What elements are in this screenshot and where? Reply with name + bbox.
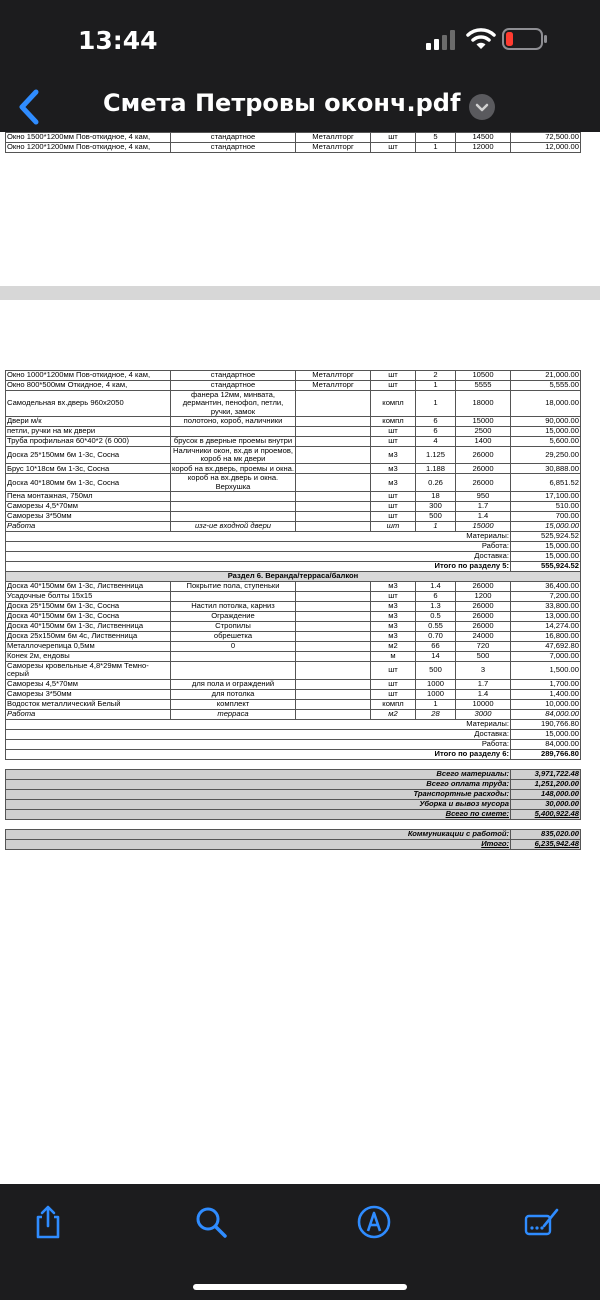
total-value: 3,971,722.48	[511, 769, 581, 779]
table-cell: 18000	[456, 391, 511, 417]
summary-label: Материалы:	[6, 719, 511, 729]
table-cell: 30,888.00	[511, 464, 581, 474]
table-cell	[296, 474, 371, 492]
table-cell	[296, 391, 371, 417]
table-cell: Настил потолка, карниз	[171, 602, 296, 612]
table-cell: фанера 12мм, минвата, дермантин, пенофол, петли, ручки, замок	[171, 391, 296, 417]
table-cell: 24000	[456, 632, 511, 642]
table-cell: м3	[371, 632, 416, 642]
table-cell: 1.7	[456, 502, 511, 512]
table-cell: 1.125	[416, 446, 456, 464]
table-cell: м3	[371, 446, 416, 464]
total-row	[6, 829, 581, 839]
table-cell: 26000	[456, 622, 511, 632]
table-row	[6, 632, 581, 642]
table-cell: 10000	[456, 699, 511, 709]
table-cell: шт	[371, 133, 416, 143]
table-cell: 500	[416, 512, 456, 522]
table-cell: 36,400.00	[511, 582, 581, 592]
table-cell: 1,500.00	[511, 662, 581, 680]
summary-row	[6, 562, 581, 572]
table-cell	[296, 689, 371, 699]
table-cell: 1.3	[416, 602, 456, 612]
total-row	[6, 789, 581, 799]
table-cell: Металлторг	[296, 133, 371, 143]
table-cell: шт	[371, 436, 416, 446]
table-row	[6, 446, 581, 464]
table-cell	[296, 426, 371, 436]
table-cell: 5,555.00	[511, 381, 581, 391]
table-cell: 5555	[456, 381, 511, 391]
table-cell: м3	[371, 622, 416, 632]
table-cell: шт	[371, 381, 416, 391]
table-cell	[296, 612, 371, 622]
table-cell: Труба профильная 60*40*2 (6 000)	[6, 436, 171, 446]
total-label: Всего по смете:	[6, 809, 511, 819]
table-cell: терраса	[171, 709, 296, 719]
table-cell: 1.188	[416, 464, 456, 474]
table-cell: 510.00	[511, 502, 581, 512]
table-cell: Ограждение	[171, 612, 296, 622]
table-cell: 2	[416, 371, 456, 381]
table-cell: 1400	[456, 436, 511, 446]
table-cell: 5	[416, 133, 456, 143]
table-row	[6, 492, 581, 502]
table-cell: 7,000.00	[511, 652, 581, 662]
table-cell: 300	[416, 502, 456, 512]
table-cell: шт	[371, 502, 416, 512]
table-row	[6, 709, 581, 719]
table-cell: 33,800.00	[511, 602, 581, 612]
table-cell	[296, 699, 371, 709]
table-cell: компл	[371, 699, 416, 709]
table-cell	[296, 592, 371, 602]
table-cell: Металлторг	[296, 381, 371, 391]
table-cell: 26000	[456, 464, 511, 474]
table-row	[6, 512, 581, 522]
table-cell: Металлочерепица 0,5мм	[6, 642, 171, 652]
table-cell: компл	[371, 416, 416, 426]
table-cell: Стропилы	[171, 622, 296, 632]
table-cell: петли, ручки на мк двери	[6, 426, 171, 436]
table-cell: 1,700.00	[511, 679, 581, 689]
table-cell: 10500	[456, 371, 511, 381]
table-cell: м	[371, 652, 416, 662]
table-row	[6, 464, 581, 474]
back-chevron-icon[interactable]	[14, 88, 44, 126]
table-cell: м3	[371, 582, 416, 592]
page-gap	[0, 286, 600, 300]
table-cell: м3	[371, 464, 416, 474]
table-cell: Наличники окон, вх.дв и проемов, короб на мк двери	[171, 446, 296, 464]
total-label: Всего материалы:	[6, 769, 511, 779]
table-cell: 1000	[416, 679, 456, 689]
table-cell: Окно 1000*1200мм Пов-откидное, 4 кам,	[6, 371, 171, 381]
table-cell: 1	[416, 391, 456, 417]
table-cell: 15000	[456, 522, 511, 532]
wifi-icon	[466, 27, 496, 51]
table-cell: стандартное	[171, 381, 296, 391]
table-cell	[296, 512, 371, 522]
table-cell	[171, 426, 296, 436]
table-cell: 700.00	[511, 512, 581, 522]
table-cell: 6	[416, 592, 456, 602]
table-cell: Саморезы кровельные 4,8*29мм Темно-серый	[6, 662, 171, 680]
table-cell: Металлторг	[296, 371, 371, 381]
search-icon[interactable]	[193, 1204, 229, 1240]
table-cell: компл	[371, 391, 416, 417]
table-cell: шт	[371, 143, 416, 153]
table-cell: шт	[371, 689, 416, 699]
total-value: 1,251,200.00	[511, 779, 581, 789]
table-cell: обрешетка	[171, 632, 296, 642]
table-cell: м3	[371, 612, 416, 622]
total-row	[6, 799, 581, 809]
table-cell: Окно 1500*1200мм Пов-откидное, 4 кам,	[6, 133, 171, 143]
summary-value: 15,000.00	[511, 542, 581, 552]
table-row	[6, 592, 581, 602]
table-cell	[296, 416, 371, 426]
table-cell	[296, 436, 371, 446]
table-cell: комплект	[171, 699, 296, 709]
table-cell	[171, 492, 296, 502]
table-cell: Саморезы 3*50мм	[6, 689, 171, 699]
summary-row	[6, 532, 581, 542]
section-header-row	[6, 572, 581, 582]
table-cell: стандартное	[171, 371, 296, 381]
table-cell: Работа	[6, 709, 171, 719]
table-cell: стандартное	[171, 133, 296, 143]
table-cell	[171, 502, 296, 512]
table-cell	[171, 652, 296, 662]
total-value: 835,020.00	[511, 829, 581, 839]
table-cell	[171, 662, 296, 680]
title-menu-button[interactable]	[469, 94, 495, 120]
table-cell: 720	[456, 642, 511, 652]
table-cell: 1	[416, 381, 456, 391]
table-cell	[296, 662, 371, 680]
chevron-down-icon	[469, 94, 495, 120]
table-cell: 26000	[456, 474, 511, 492]
table-cell: шт	[371, 371, 416, 381]
table-cell: 0.26	[416, 474, 456, 492]
table-cell: 0.5	[416, 612, 456, 622]
table-cell: 26000	[456, 582, 511, 592]
table-cell: шт	[371, 679, 416, 689]
table-cell: Саморезы 4,5*70мм	[6, 679, 171, 689]
total-label: Всего оплата труда:	[6, 779, 511, 789]
table-cell: 84,000.00	[511, 709, 581, 719]
cellular-signal-icon	[426, 30, 460, 50]
table-cell: 12000	[456, 143, 511, 153]
table-cell: 1.7	[456, 679, 511, 689]
total-row	[6, 839, 581, 849]
summary-value: 525,924.52	[511, 532, 581, 542]
table-cell: Доска 25*150мм 6м 1-3с, Сосна	[6, 446, 171, 464]
summary-label: Доставка:	[6, 552, 511, 562]
table-cell: 14500	[456, 133, 511, 143]
document-title[interactable]: Смета Петровы оконч.pdf	[103, 89, 461, 117]
table-cell: шт	[371, 426, 416, 436]
summary-value: 190,766.80	[511, 719, 581, 729]
table-cell: Доска 40*150мм 6м 1-3с, Лиственница	[6, 582, 171, 592]
table-cell: 7,200.00	[511, 592, 581, 602]
summary-label: Доставка:	[6, 729, 511, 739]
table-cell: шт	[371, 492, 416, 502]
table-row	[6, 426, 581, 436]
summary-value: 15,000.00	[511, 552, 581, 562]
summary-value: 555,924.52	[511, 562, 581, 572]
summary-value: 15,000.00	[511, 729, 581, 739]
table-row	[6, 612, 581, 622]
table-cell	[296, 652, 371, 662]
table-cell: шт	[371, 592, 416, 602]
table-cell: Саморезы 3*50мм	[6, 512, 171, 522]
table-cell: для пола и ограждений	[171, 679, 296, 689]
total-row	[6, 769, 581, 779]
table-cell: 29,250.00	[511, 446, 581, 464]
table-cell: Доска 25*150мм 6м 1-3с, Сосна	[6, 602, 171, 612]
table-cell: 3000	[456, 709, 511, 719]
table-cell: 5,600.00	[511, 436, 581, 446]
table-cell: 66	[416, 642, 456, 652]
table-cell: 2500	[456, 426, 511, 436]
table-row	[6, 699, 581, 709]
table-cell: Окно 800*500мм Откидное, 4 кам,	[6, 381, 171, 391]
total-label: Коммуникации с работой:	[6, 829, 511, 839]
table-cell: 3	[456, 662, 511, 680]
table-row	[6, 474, 581, 492]
table-cell	[296, 582, 371, 592]
table-row	[6, 679, 581, 689]
status-bar	[0, 0, 600, 84]
table-cell: 1	[416, 699, 456, 709]
table-cell: 6,851.52	[511, 474, 581, 492]
spacer-cell	[6, 759, 581, 769]
table-cell: 1,400.00	[511, 689, 581, 699]
table-cell: 1.4	[456, 689, 511, 699]
table-cell: 26000	[456, 602, 511, 612]
table-cell	[296, 502, 371, 512]
bottom-toolbar	[0, 1184, 600, 1300]
total-value: 6,235,942.48	[511, 839, 581, 849]
summary-label: Работа:	[6, 739, 511, 749]
summary-value: 84,000.00	[511, 739, 581, 749]
total-row	[6, 809, 581, 819]
table-cell: 16,800.00	[511, 632, 581, 642]
table-cell: короб на вх.дверь, проемы и окна.	[172, 463, 295, 473]
table-cell	[296, 622, 371, 632]
table-cell: 18,000.00	[511, 391, 581, 417]
total-label: Транспортные расходы:	[6, 789, 511, 799]
table-cell: 500	[416, 662, 456, 680]
table-cell: 26000	[456, 612, 511, 622]
total-label: Уборка и вывоз мусора	[6, 799, 511, 809]
summary-row	[6, 749, 581, 759]
total-value: 30,000.00	[511, 799, 581, 809]
table-cell: шт	[371, 522, 416, 532]
table-cell	[296, 679, 371, 689]
summary-row	[6, 542, 581, 552]
table-cell: 47,692.80	[511, 642, 581, 652]
table-cell: 1200	[456, 592, 511, 602]
table-cell	[171, 592, 296, 602]
home-indicator	[193, 1284, 407, 1290]
spacer-row	[6, 819, 581, 829]
table-row	[6, 416, 581, 426]
table-cell: короб на вх.дверь и окна. Верхушка	[171, 474, 296, 492]
table-cell: Усадочные болты 15х15	[6, 592, 171, 602]
spacer-cell	[6, 819, 581, 829]
section-title: Раздел 6. Веранда/терраса/балкон	[6, 572, 581, 582]
table-cell: 17,100.00	[511, 492, 581, 502]
table-cell: м2	[371, 709, 416, 719]
table-cell: 10,000.00	[511, 699, 581, 709]
table-cell	[296, 522, 371, 532]
table-cell: Доска 40*180мм 6м 1-3с, Сосна	[6, 474, 171, 492]
table-cell: 15000	[456, 416, 511, 426]
table-cell	[296, 709, 371, 719]
table-cell: Брус 10*18см 6м 1-3с, Сосна	[6, 464, 171, 474]
table-cell: шт	[371, 662, 416, 680]
estimate-table-page-1	[5, 132, 581, 153]
summary-label: Работа:	[6, 542, 511, 552]
table-cell: полотоно, короб, наличники	[171, 416, 296, 426]
table-cell: Пена монтажная, 750мл	[6, 492, 171, 502]
summary-row	[6, 552, 581, 562]
table-row	[6, 689, 581, 699]
edit-icon[interactable]	[524, 1204, 560, 1240]
table-cell: шт	[371, 512, 416, 522]
summary-label: Материалы:	[6, 532, 511, 542]
table-row	[6, 652, 581, 662]
table-cell: 1.4	[456, 512, 511, 522]
table-cell: 1.4	[416, 582, 456, 592]
table-cell: Работа	[6, 522, 171, 532]
table-row	[6, 622, 581, 632]
table-row	[6, 381, 581, 391]
table-cell	[296, 464, 371, 474]
total-value: 5,400,922.48	[511, 809, 581, 819]
table-cell: Доска 40*150мм 6м 1-3с, Лиственница	[6, 622, 171, 632]
clock: 13:44	[78, 26, 158, 55]
table-row	[6, 662, 581, 680]
estimate-table-page-2	[5, 370, 581, 850]
table-row	[6, 391, 581, 417]
table-cell: 14	[416, 652, 456, 662]
table-cell: 1	[416, 143, 456, 153]
table-cell: 0.55	[416, 622, 456, 632]
table-cell: 0	[171, 642, 296, 652]
table-cell	[296, 642, 371, 652]
summary-row	[6, 729, 581, 739]
table-cell	[171, 512, 296, 522]
table-cell: 26000	[456, 446, 511, 464]
table-cell: 6	[416, 416, 456, 426]
summary-row	[6, 739, 581, 749]
nav-bar	[0, 84, 600, 132]
summary-row	[6, 719, 581, 729]
table-cell: 13,000.00	[511, 612, 581, 622]
table-cell: Покрытие пола, ступеньки	[171, 582, 296, 592]
table-cell: 15,000.00	[511, 426, 581, 436]
table-cell: для потолка	[171, 689, 296, 699]
table-cell: м3	[371, 602, 416, 612]
table-cell	[296, 632, 371, 642]
table-cell: Саморезы 4,5*70мм	[6, 502, 171, 512]
table-row	[6, 143, 581, 153]
table-cell: 28	[416, 709, 456, 719]
table-cell: 90,000.00	[511, 416, 581, 426]
markup-pen-icon[interactable]	[356, 1204, 392, 1240]
table-row	[6, 436, 581, 446]
table-cell: 0.70	[416, 632, 456, 642]
table-cell: 21,000.00	[511, 371, 581, 381]
table-cell: изг-ие входной двери	[171, 522, 296, 532]
summary-label: Итого по разделу 5:	[6, 562, 511, 572]
total-row	[6, 779, 581, 789]
spacer-row	[6, 759, 581, 769]
table-cell: брусок в дверные проемы внутри	[171, 436, 296, 446]
total-label: Итого:	[6, 839, 511, 849]
table-cell: Металлторг	[296, 143, 371, 153]
table-cell: 6	[416, 426, 456, 436]
table-cell: Конек 2м, ендовы	[6, 652, 171, 662]
table-cell	[296, 492, 371, 502]
table-cell: м3	[371, 474, 416, 492]
table-cell: Водосток металлический Белый	[6, 699, 171, 709]
table-cell: Доска 25х150мм 6м 4с, Лиственница	[6, 632, 171, 642]
total-value: 148,000.00	[511, 789, 581, 799]
table-row	[6, 502, 581, 512]
table-cell: 1000	[416, 689, 456, 699]
table-cell: 14,274.00	[511, 622, 581, 632]
table-cell: 12,000.00	[511, 143, 581, 153]
table-cell: 72,500.00	[511, 133, 581, 143]
table-cell: 18	[416, 492, 456, 502]
table-row	[6, 642, 581, 652]
summary-label: Итого по разделу 6:	[6, 749, 511, 759]
pdf-page-1	[0, 132, 600, 286]
table-row	[6, 522, 581, 532]
battery-icon	[502, 28, 548, 50]
table-cell: 500	[456, 652, 511, 662]
pdf-page-2	[0, 300, 600, 1184]
table-cell	[296, 602, 371, 612]
table-cell: Двери м/к	[6, 416, 171, 426]
table-cell: 15,000.00	[511, 522, 581, 532]
summary-value: 289,766.80	[511, 749, 581, 759]
table-cell: Самодельная вх.дверь 960х2050	[6, 391, 171, 417]
table-row	[6, 582, 581, 592]
table-cell	[296, 446, 371, 464]
table-cell: 950	[456, 492, 511, 502]
table-row	[6, 602, 581, 612]
table-cell: Окно 1200*1200мм Пов-откидное, 4 кам,	[6, 143, 171, 153]
share-icon[interactable]	[30, 1204, 66, 1240]
table-row	[6, 371, 581, 381]
table-cell: 1	[416, 522, 456, 532]
table-cell: м2	[371, 642, 416, 652]
table-row	[6, 133, 581, 143]
table-cell: Доска 40*150мм 6м 1-3с, Сосна	[6, 612, 171, 622]
table-cell: 4	[416, 436, 456, 446]
table-cell: стандартное	[171, 143, 296, 153]
